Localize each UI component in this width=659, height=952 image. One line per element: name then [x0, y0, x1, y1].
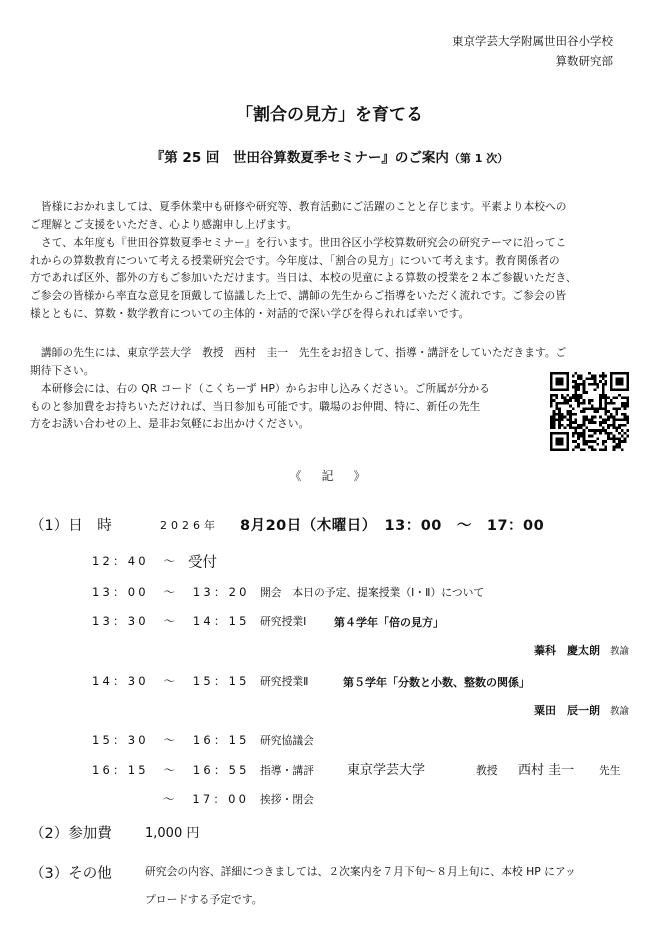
presenter-name: 粟田 辰一朗 [533, 704, 600, 717]
subtitle-note: （第 1 次） [448, 152, 509, 165]
page-subtitle [0, 146, 659, 166]
intro-paragraph-4: 本研修会には、右の QR コード（こくちーず HP）からお申し込みください。ご所属が分かる ものと参加費をお持ちいただければ、当日参加も可能です。職場のお仲間、特に、新任の先生 方をお誘い合わせの上、是非お気軽にお出かけください。 [30, 383, 490, 431]
subtitle-main: 『第 25 回 世田谷算数夏季セミナー』のご案内 [150, 150, 449, 166]
section-fee-label: （2）参加費 [30, 826, 112, 842]
fee-value: 1,000 円 [145, 826, 200, 841]
schedule-time: 15：30 ～ 16：15 [92, 733, 250, 747]
schedule-event: 挨拶・閉会 [260, 793, 314, 806]
event-datetime: 8月20日（木曜日） 13：00 ～ 17：00 [240, 518, 545, 534]
schedule-lesson-title: 第５学年「分数と小数、整数の関係」 [343, 676, 530, 689]
lecturer-name: 西村 圭一 [518, 763, 575, 778]
school-name: 東京学芸大学附属世田谷小学校 [452, 34, 613, 48]
schedule-event: 受付 [188, 555, 217, 571]
schedule-event: 開会 本日の予定、提案授業（Ⅰ・Ⅱ）について [260, 586, 485, 599]
intro-paragraph-3: 講師の先生には、東京学芸大学 教授 西村 圭一 先生をお招きして、指導・講評をしていただきます。ご 期待下さい。 [30, 347, 567, 377]
page-title: 「割合の見方」を育てる [236, 105, 423, 125]
event-year: 2026年 [160, 519, 219, 532]
lecturer-university: 東京学芸大学 [347, 763, 426, 778]
schedule-event-type: 研究授業Ⅱ [260, 675, 309, 688]
schedule-time: 13：30 ～ 14：15 [92, 614, 250, 628]
section-other-label: （3）その他 [30, 866, 112, 882]
ki-heading: 《 記 》 [289, 469, 370, 483]
schedule-time: 12：40 ～ [92, 554, 179, 568]
presenter [534, 642, 629, 658]
lecturer-title: 教授 [476, 764, 498, 777]
other-text-line: プロードする予定です。 [145, 893, 263, 906]
presenter-role: 教諭 [609, 706, 629, 717]
schedule-event: 指導・講評 [260, 764, 314, 777]
intro-paragraph-1: 皆様におかれましては、夏季休業中も研修や研究等、教育活動にご活躍のことと存じます。平素より本校への ご理解とご支援をいただき、心より感謝申し上げます。 [30, 201, 567, 231]
presenter [534, 702, 629, 718]
lecturer-honorific: 先生 [599, 764, 621, 777]
intro-paragraph-2: さて、本年度も『世田谷算数夏季セミナー』を行います。世田谷区小学校算数研究会の研究テーマに沿ってこ れからの算数教育について考える授業研究会です。今年度は、「割合の見方」について考えます。教育関係者の 方であれば区外、都外の方もご参加いただけます。当日は、本校の児童による算数の授業を２本ご参観いただき、 ご参会の皆様から率直な意見を頂戴して協議した上で、講師の先生からご指導をいただく流れです。ご参会の皆 様とともに、算数・数学教育についての主体的・対話的で深い学びを得られれば幸いです。 [30, 237, 577, 320]
presenter-role: 教諭 [609, 646, 629, 657]
department-name: 算数研究部 [555, 54, 613, 68]
qr-code[interactable] [550, 372, 629, 451]
schedule-event: 研究協議会 [260, 734, 314, 747]
schedule-time: 14：30 ～ 15：15 [92, 674, 250, 688]
schedule-event-type: 研究授業Ⅰ [260, 615, 307, 628]
section-datetime-label: （1）日 時 [30, 518, 112, 534]
schedule-time: 16：15 ～ 16：55 [92, 763, 250, 777]
schedule-lesson-title: 第４学年「倍の見方」 [334, 616, 444, 629]
presenter-name: 蓁科 慶太朗 [533, 644, 600, 657]
other-text-line: 研究会の内容、詳細につきましては、２次案内を７月下旬～８月上旬に、本校 HP にアッ [145, 865, 576, 878]
schedule-time: 13：00 ～ 13：20 [92, 585, 250, 599]
schedule-time: ～ 17：00 [163, 792, 250, 806]
